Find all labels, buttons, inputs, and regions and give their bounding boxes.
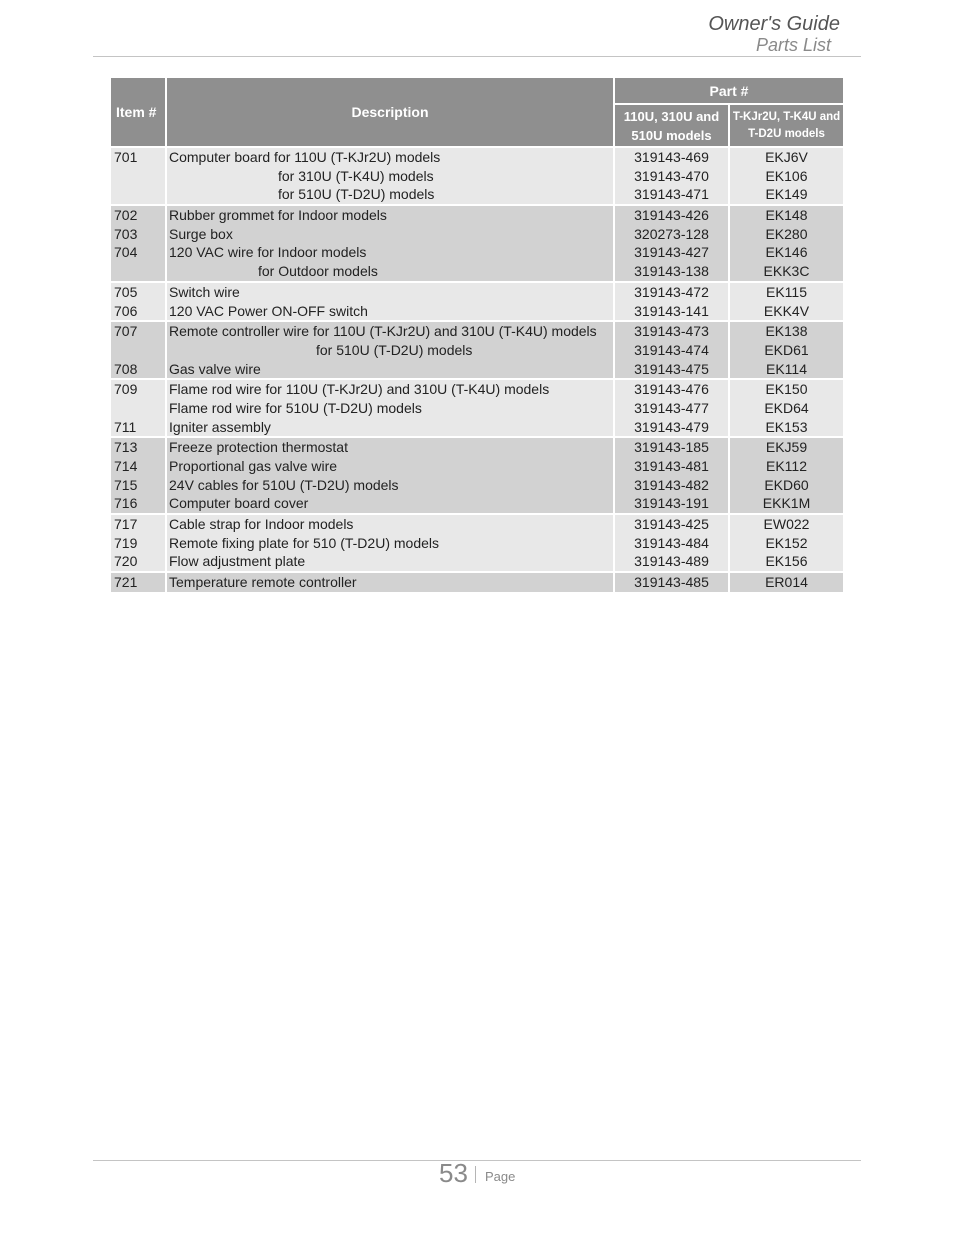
part-description-cell [167,283,613,320]
part-number-b-cell [730,438,843,513]
table-body [111,148,843,592]
part-number-b: EK106 [765,167,808,184]
part-number-a-cell [615,573,728,592]
item-number [114,399,165,418]
part-number-a: 319143-485 [634,574,709,591]
part-number-a-cell [615,322,728,378]
part-number-b: EK138 [765,323,808,340]
part-description: 120 VAC wire for Indoor models [169,244,367,261]
section-subtitle: Parts List [755,35,831,55]
part-number-a: 320273-128 [634,225,709,242]
part-description: Temperature remote controller [169,574,357,591]
part-number-b-cell [730,380,843,436]
column-header-part-a: 110U, 310U and 510U models [615,105,728,146]
table-header [111,78,843,146]
part-description: Remote fixing plate for 510 (T-D2U) models [169,534,439,551]
part-number-b: EK150 [765,381,808,398]
row-group [111,515,843,571]
part-number-b: EK156 [765,553,808,570]
part-number-a: 319143-138 [634,263,709,280]
part-number-b-cell [730,573,843,592]
part-number-b: EKK4V [763,302,810,319]
part-number-b: EKK3C [763,263,810,280]
item-number: 714 [114,458,138,474]
footer-separator [475,1166,476,1183]
part-number-b: EKJ6V [765,149,808,165]
column-header-description: Description [167,78,613,146]
item-number: 708 [114,360,138,377]
item-number: 702 [114,207,138,224]
part-number-a-cell [615,283,728,320]
part-number-b: EK152 [765,534,808,551]
part-description: for Outdoor models [258,263,378,280]
item-number-cell [111,515,165,571]
part-number-a: 319143-484 [634,534,709,551]
part-number-a: 319143-482 [634,476,709,493]
part-description: Flow adjustment plate [169,553,306,570]
part-number-a: 319143-426 [634,207,709,224]
part-description: Cable strap for Indoor models [169,516,354,533]
part-description: Remote controller wire for 110U (T-KJr2U) and 310U (T-K4U) models [169,323,597,340]
part-number-a-cell [615,148,728,204]
item-number: 720 [114,553,138,570]
part-description: Igniter assembly [169,418,271,435]
part-description: 24V cables for 510U (T-D2U) models [169,476,399,493]
item-number-cell [111,573,165,592]
part-number-a-cell [615,206,728,281]
part-number-b-cell [730,283,843,320]
item-number-cell [111,380,165,436]
part-description: Proportional gas valve wire [169,458,338,474]
part-description: Flame rod wire for 510U (T-D2U) models [169,399,422,416]
item-number: 709 [114,381,138,398]
part-number-a: 319143-185 [634,439,709,456]
item-number: 717 [114,516,138,533]
part-number-b: EK280 [765,225,808,242]
row-group [111,380,843,436]
part-description: Rubber grommet for Indoor models [169,207,387,224]
part-description: for 510U (T-D2U) models [316,341,473,358]
item-number: 704 [114,244,138,261]
item-number [114,341,165,360]
item-number: 719 [114,534,138,551]
part-number-b: EKD61 [764,341,809,358]
part-number-b-cell [730,515,843,571]
part-description: for 510U (T-D2U) models [278,186,435,203]
part-number-b: EK153 [765,418,808,435]
column-header-part-b: T-KJr2U, T-K4U and T-D2U models [730,105,843,146]
item-number: 715 [114,476,138,493]
part-number-b: EW022 [763,516,810,533]
part-description: Computer board for 110U (T-KJr2U) models [169,149,441,165]
column-header-item: Item # [111,78,165,146]
row-group [111,206,843,281]
part-description: Gas valve wire [169,360,261,377]
part-number-a: 319143-473 [634,323,709,340]
row-group [111,322,843,378]
part-number-b: EK146 [765,244,808,261]
item-number: 707 [114,323,138,340]
row-group [111,148,843,204]
part-number-b-cell [730,148,843,204]
part-number-a: 319143-475 [634,360,709,377]
part-description: 120 VAC Power ON-OFF switch [169,302,368,319]
part-description-cell [167,322,613,378]
item-number: 703 [114,225,138,242]
part-description-cell [167,206,613,281]
part-number-a: 319143-469 [634,149,709,165]
row-group [111,283,843,320]
part-number-b: EK114 [766,360,807,377]
part-description: Surge box [169,225,233,242]
footer-divider [93,1160,861,1161]
part-number-b-cell [730,206,843,281]
part-number-a: 319143-471 [634,186,709,203]
item-number [114,185,165,204]
item-number: 711 [114,418,137,435]
part-description-cell [167,380,613,436]
part-description: Switch wire [169,283,240,300]
part-number-a: 319143-425 [634,516,709,533]
part-number-b: EKD60 [764,476,809,493]
document-title: Owner's Guide [708,13,840,35]
part-number-b: EK112 [766,458,807,474]
part-number-a: 319143-479 [634,418,709,435]
part-number-b: EK149 [765,186,808,203]
item-number [114,262,165,281]
page-label: Page [485,1169,516,1184]
part-description-cell [167,515,613,571]
item-number-cell [111,283,165,320]
part-number-a: 319143-427 [634,244,709,261]
item-number: 706 [114,302,138,319]
part-number-b: EK148 [765,207,808,224]
part-number-b-cell [730,322,843,378]
part-number-a: 319143-141 [634,302,709,319]
part-number-a: 319143-481 [634,458,709,474]
item-number-cell [111,438,165,513]
parts-table [111,78,843,592]
part-number-a-cell [615,438,728,513]
part-number-a: 319143-477 [634,399,709,416]
part-number-a: 319143-476 [634,381,709,398]
item-number: 716 [114,495,138,512]
part-number-a: 319143-472 [634,283,709,300]
item-number [114,167,165,186]
part-number-b: EKK1M [762,495,811,512]
part-number-b: EKJ59 [765,439,808,456]
item-number-cell [111,148,165,204]
part-description: Flame rod wire for 110U (T-KJr2U) and 310U (T-K4U) models [169,381,550,398]
item-number: 721 [114,574,138,591]
part-number-b: ER014 [765,574,808,591]
row-group [111,438,843,513]
part-description: Computer board cover [169,495,309,512]
part-number-a: 319143-489 [634,553,709,570]
part-number-a: 319143-191 [634,495,709,512]
part-number-b: EKD64 [764,399,809,416]
part-description: Freeze protection thermostat [169,439,348,456]
row-group [111,573,843,592]
part-description-cell [167,438,613,513]
page-number: 53 [439,1158,468,1188]
part-number-a: 319143-470 [634,167,709,184]
item-number-cell [111,322,165,378]
part-number-b: EK115 [766,283,807,300]
part-number-a-cell [615,515,728,571]
item-number: 705 [114,283,138,300]
item-number-cell [111,206,165,281]
item-number: 713 [114,439,138,456]
column-header-part-number: Part # [615,78,843,103]
item-number: 701 [114,149,138,165]
part-description: for 310U (T-K4U) models [278,167,434,184]
part-description-cell [167,148,613,204]
part-description-cell [167,573,613,592]
header-divider [93,56,861,57]
part-number-a-cell [615,380,728,436]
part-number-a: 319143-474 [634,341,709,358]
